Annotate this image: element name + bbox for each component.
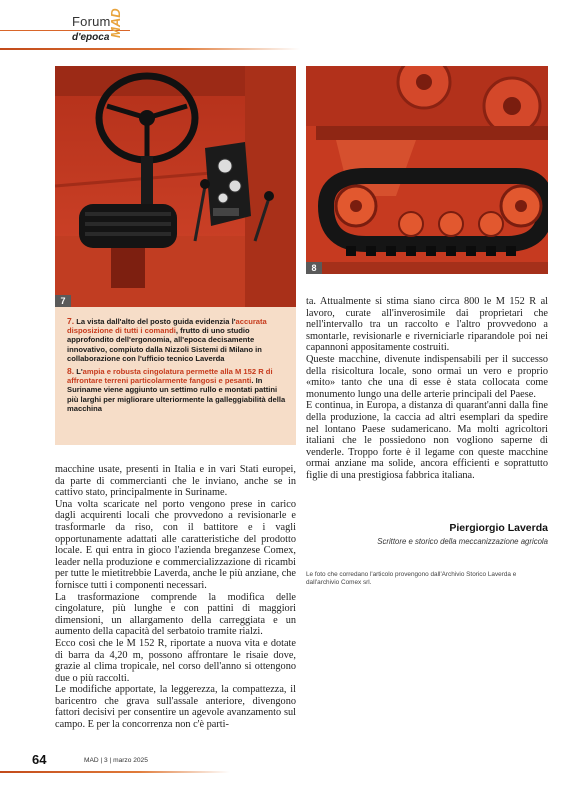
section-title: Forum <box>72 14 111 29</box>
caption-number: 7. <box>67 316 75 326</box>
author-name: Piergiorgio Laverda <box>449 522 548 534</box>
paragraph: macchine usate, presenti in Italia e in vari Stati europei, da parte di commercianti che le inviano, anche se in cattivo stato, principalmente in Suriname. <box>55 464 296 499</box>
photo-number: 8 <box>306 262 322 274</box>
cockpit-illustration <box>55 66 296 307</box>
paragraph: Le modifiche apportate, la leggerezza, la compattezza, il baricentro che grava sull'assale anteriore, divengono fattori decisivi per consentire un agevole avanzamento sul campo. E per la concorrenza non c'è parti- <box>55 684 296 731</box>
header-bar <box>0 48 300 50</box>
caption-text: , frutto di uno studio approfondito dell'ergonomia, all'epoca decisamente innovativo, compiuto dalla Nizzoli Sistemi di Milano in collaborazione con l'ufficio tecnico Laverda <box>67 326 262 363</box>
photo-tracks <box>306 66 548 274</box>
paragraph: Queste macchine, divenute indispensabili per il successo della risicoltura locale, sono ormai un vero e proprio «mito» tanto che una di esse è stata collocata come monumento lungo una delle arterie principali del Paese. <box>306 353 548 400</box>
mad-logo: MAD <box>108 8 123 38</box>
caption-text: La vista dall'alto del posto guida evidenzia l' <box>74 317 236 326</box>
photo-number: 7 <box>55 295 71 307</box>
caption-highlight: accurata disposizione di tutti i comandi <box>67 317 267 336</box>
caption-box <box>55 307 296 445</box>
caption-text: L' <box>74 367 83 377</box>
page-header <box>0 0 580 58</box>
paragraph: ta. Attualmente si stima siano circa 800 le M 152 R al lavoro, curate all'inverosimile dai proprietari che nell'intervallo tra un raccolto e l'altro provvedono a smontarle, revisionarle e riverniciarle riparandole poi nei capannoni appositamente costruiti. <box>306 296 548 354</box>
author-role: Scrittore e storico della meccanizzazione agricola <box>377 537 548 546</box>
section-subtitle: d'epoca <box>72 32 110 43</box>
photo-cockpit <box>55 66 296 307</box>
caption-8 <box>67 367 288 413</box>
caption-7 <box>67 317 288 363</box>
caption-number: 8. <box>67 366 75 377</box>
paragraph: Una volta scaricate nel porto vengono prese in carico dagli acquirenti locali che provvedono a revisionarle e trasformarle da riso, con il battitore e i vagli opportunamente adattati alle caratteristiche del prodotto locale. E qui entra in gioco l'azienda breganzese Comex, leader nella produzione e commercializzazione di ricambi per tutte le mietitrebbie Laverda, anche le più anziane, che fornisce tutti i componenti necessari. <box>55 498 296 591</box>
caption-highlight: ampia e robusta cingolatura permette alla M 152 R di affrontare terreni particolarmente fangosi e pesanti <box>67 367 273 386</box>
paragraph: La trasformazione comprende la modifica delle cingolature, più lunghe e con pattini di maggiori dimensioni, un allargamento della carreggiata e un aumento della capacità del serbatoio tramite rialzi. <box>55 591 296 638</box>
track-illustration <box>306 66 548 274</box>
body-column-left <box>55 464 296 731</box>
body-column-right <box>306 296 548 482</box>
paragraph: E continua, in Europa, a distanza di quarant'anni dalla fine della produzione, la caccia ad altri esemplari da spedire nel lontano Paese sudamericano. Ma molti agricoltori italiani che le possiedono non vogliono saperne di venderle. Troppo forte è il legame con queste macchine ormai anziane ma solide, ancora efficienti e soprattutto figlie di una prestigiosa fabbrica italiana. <box>306 400 548 481</box>
paragraph: Ecco così che le M 152 R, riportate a nuova vita e dotate di barra da 4,20 m, possono affrontare le risaie dove, grazie al clima tropicale, nel corso dell'anno si ottengono due o più raccolti. <box>55 637 296 684</box>
issue-info: MAD | 3 | marzo 2025 <box>84 757 148 764</box>
photo-credits: Le foto che corredano l'articolo provengono dall'Archivio Storico Laverda e dall'archivio Comex srl. <box>306 571 517 587</box>
footer-bar <box>0 771 230 773</box>
page-number: 64 <box>32 752 47 767</box>
caption-text: . In Suriname viene aggiunto un settimo rullo e montati pattini più larghi per migliorare ulteriormente la galleggiabilità della macchina <box>67 376 286 413</box>
